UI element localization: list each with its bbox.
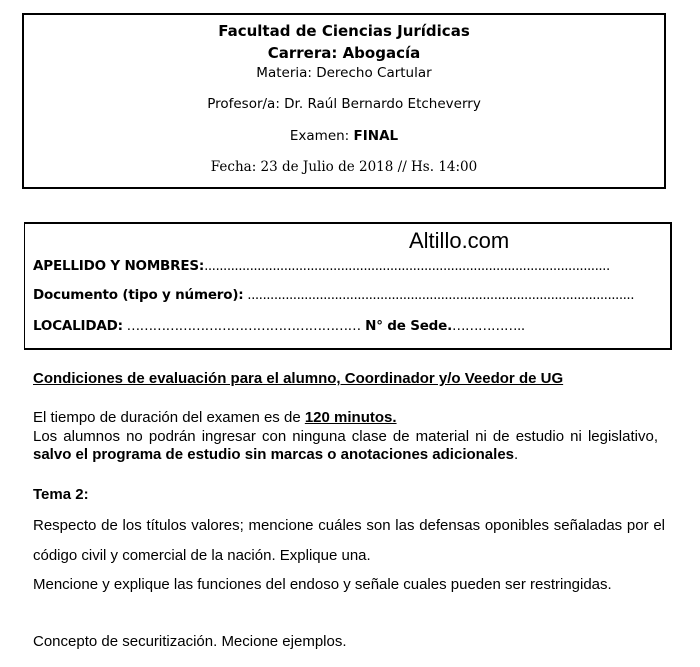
subject-name: Materia: Derecho Cartular	[256, 65, 432, 81]
exam-duration-text	[33, 409, 658, 427]
duration-intro: El tiempo de duración del examen es de	[33, 409, 305, 426]
sede-blank: ……………..	[452, 318, 525, 334]
locality-field[interactable]	[33, 318, 525, 334]
question-1: Respecto de los títulos valores; mencione cuáles son las defensas oponibles señaladas por el código civil y comercial de la nación. Explique una.	[33, 517, 665, 564]
document-label: Documento (tipo y número):	[33, 287, 244, 303]
name-blank: ...........................................................................................................	[204, 258, 610, 274]
name-field[interactable]	[33, 258, 610, 274]
question-3: Concepto de securitización. Mecione ejemplos.	[33, 633, 347, 650]
faculty-name: Facultad de Ciencias Jurídicas	[218, 22, 470, 40]
conditions-title: Condiciones de evaluación para el alumno, Coordinador y/o Veedor de UG	[33, 370, 564, 387]
exam-label: Examen:	[289, 128, 354, 144]
watermark: Altillo.com	[409, 228, 510, 253]
exam-type-value: FINAL	[353, 128, 399, 144]
question-2: Mencione y explique las funciones del endoso y señale cuales pueden ser restringidas.	[33, 576, 612, 593]
sede-label: N° de Sede.	[360, 318, 453, 334]
document-blank: ......................................................................................................	[243, 287, 634, 303]
name-label: APELLIDO Y NOMBRES:	[33, 258, 205, 274]
exam-date: Fecha: 23 de Julio de 2018 // Hs. 14:00	[210, 159, 478, 175]
locality-label: LOCALIDAD:	[33, 318, 123, 334]
exam-type	[24, 128, 664, 144]
material-rules-text	[33, 428, 658, 464]
document-field[interactable]	[33, 287, 634, 303]
material-exception: salvo el programa de estudio sin marcas o anotaciones adicionales	[33, 446, 515, 463]
exam-duration: 120 minutos.	[304, 409, 397, 426]
career-name: Carrera: Abogacía	[267, 44, 421, 62]
material-text: Los alumnos no podrán ingresar con ninguna clase de material ni de estudio ni legislativo,	[33, 428, 658, 445]
student-info-box	[24, 222, 672, 350]
topic-title: Tema 2:	[33, 486, 89, 503]
locality-blank: ………………………………………………	[122, 318, 361, 334]
material-end: .	[514, 446, 519, 463]
exam-header-box	[22, 13, 666, 189]
professor-name: Profesor/a: Dr. Raúl Bernardo Etcheverry	[207, 96, 481, 112]
